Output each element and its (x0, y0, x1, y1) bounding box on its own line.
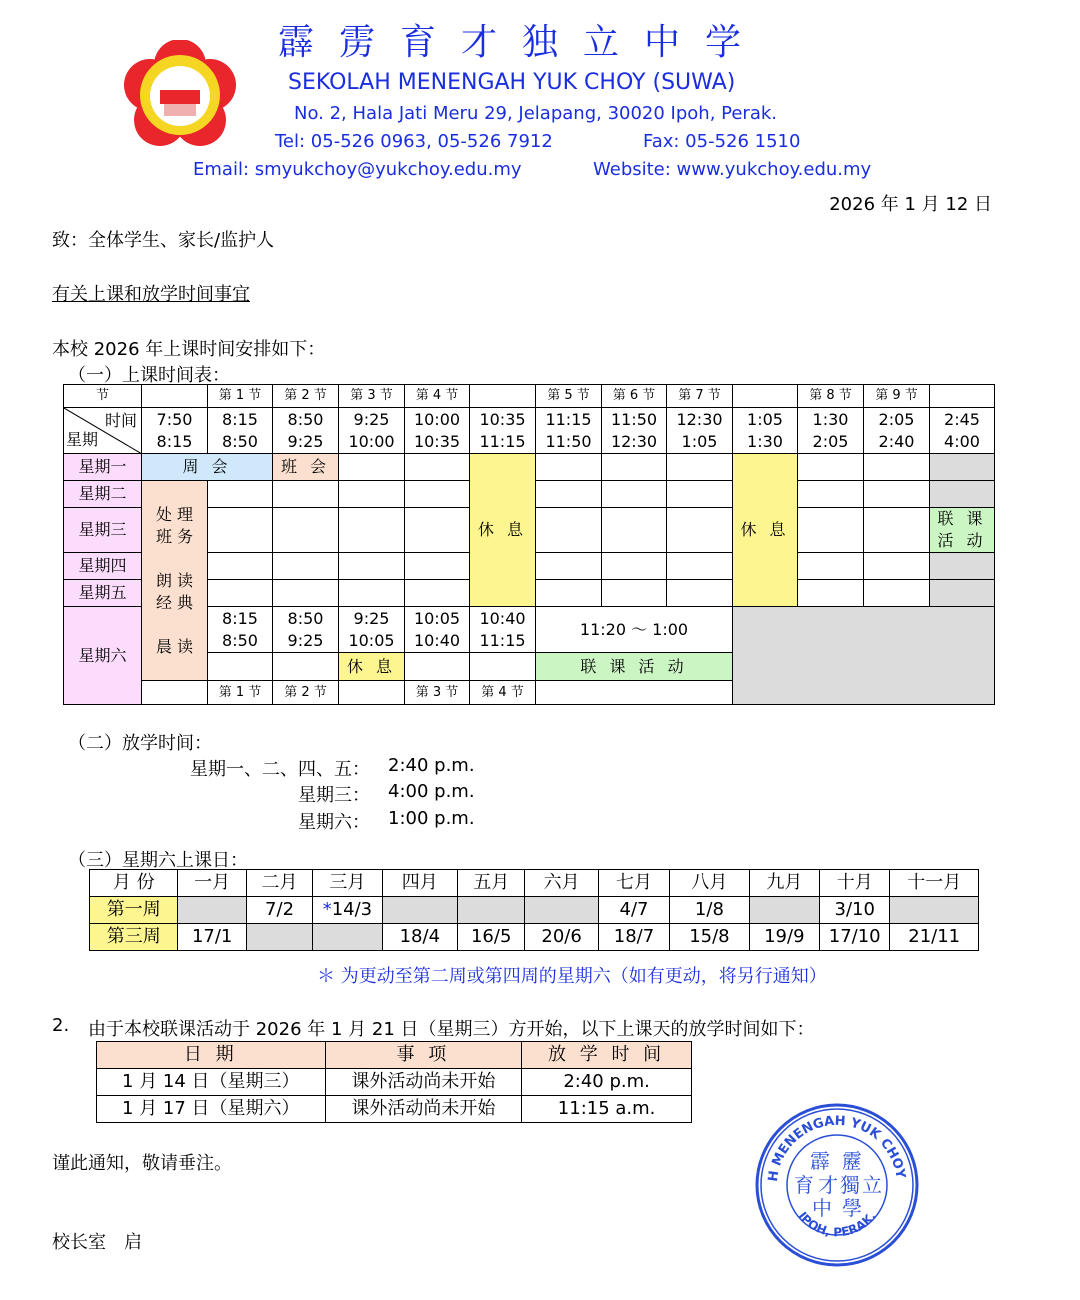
sat-cell: 18/4 (382, 924, 457, 951)
school-name-cn: 霹雳育才独立中学 (278, 22, 767, 63)
tt-xiuxi-2: 休 息 (733, 454, 798, 607)
tt-period (470, 385, 536, 408)
sat-month: 八月 (670, 870, 749, 897)
tt-header-time: 时间 (104, 411, 137, 430)
sat-month: 三月 (313, 870, 382, 897)
subject: 有关上课和放学时间事宜 (52, 284, 250, 305)
section1-title: （一）上课时间表： (68, 365, 230, 386)
stamp-char: 霹 (810, 1149, 830, 1173)
tt-sat-lianke: 联 课 活 动 (536, 653, 733, 681)
item2-text: 由于本校联课活动于 2026 年 1 月 21 日（星期三）方开始，以下上课天的放学时间如下： (88, 1019, 815, 1040)
timetable (63, 384, 995, 705)
tt-day-mon: 星期一 (64, 454, 142, 481)
sat-month: 七月 (598, 870, 669, 897)
sat-cell: 1/8 (670, 897, 749, 924)
sat-cell (382, 897, 457, 924)
tt-time: 10:35 11:15 (470, 408, 536, 454)
tt-sat-time: 8:15 8:50 (208, 607, 273, 653)
school-tel: Tel: 05-526 0963, 05-526 7912 (275, 131, 553, 152)
sat-month: 四月 (382, 870, 457, 897)
tt-time: 10:00 10:35 (405, 408, 470, 454)
tt-sat-period: 第 3 节 (405, 681, 470, 705)
section3-title: （三）星期六上课日： (68, 850, 248, 871)
tt-day-sat: 星期六 (64, 607, 142, 705)
sat-cell: 18/7 (598, 924, 669, 951)
school-logo (120, 40, 240, 152)
tt-banhui: 班 会 (273, 454, 339, 481)
stamp-char: 育 (794, 1173, 814, 1197)
sat-month: 十一月 (890, 870, 979, 897)
tt-time: 2:05 2:40 (864, 408, 930, 454)
sat-month: 一月 (178, 870, 246, 897)
tt-period: 第 7 节 (667, 385, 733, 408)
tt-header-day: 星期 (66, 430, 99, 449)
school-stamp (752, 1100, 922, 1270)
sat-cell: 15/8 (670, 924, 749, 951)
tt-day-fri: 星期五 (64, 580, 142, 607)
tt-period: 第 8 节 (798, 385, 864, 408)
sat-cell-starred-date: 14/3 (331, 899, 373, 920)
tt-morning-block: 处 理 班 务 朗 读 经 典 晨 读 (142, 481, 208, 681)
sat-cell: 17/1 (178, 924, 246, 951)
tt-sat-period: 第 4 节 (470, 681, 536, 705)
tt-sat-time: 10:40 11:15 (470, 607, 536, 653)
dismissal-days: 星期三： (298, 785, 370, 806)
dismissal-time: 1:00 p.m. (388, 808, 475, 829)
dismissal-days: 星期一、二、四、五： (190, 759, 370, 780)
tt-period: 第 3 节 (339, 385, 405, 408)
sat-cell (313, 924, 382, 951)
tt-time: 8:50 9:25 (273, 408, 339, 454)
sat-month: 二月 (246, 870, 312, 897)
tt-sat-time: 8:50 9:25 (273, 607, 339, 653)
t2-cell-date: 1 月 14 日（星期三） (97, 1069, 326, 1096)
t2-cell-item: 课外活动尚未开始 (325, 1096, 522, 1123)
t2-cell-time: 11:15 a.m. (522, 1096, 692, 1123)
tt-period: 第 9 节 (864, 385, 930, 408)
recipient: 致：全体学生、家长/监护人 (52, 230, 275, 251)
tt-day-thu: 星期四 (64, 553, 142, 580)
tt-sat-time: 9:25 10:05 (339, 607, 405, 653)
sat-month: 五月 (458, 870, 525, 897)
stamp-bottom-text: IPOH, PERAK. (795, 1209, 879, 1240)
tt-time: 2:45 4:00 (930, 408, 995, 454)
t2-cell-item: 课外活动尚未开始 (325, 1069, 522, 1096)
sat-cell: 20/6 (525, 924, 598, 951)
tt-zhouhui: 周 会 (142, 454, 273, 481)
tt-lianke: 联 课 活 动 (930, 508, 995, 553)
sat-cell: 19/9 (749, 924, 819, 951)
sat-cell: 7/2 (246, 897, 312, 924)
t2-header: 事 项 (325, 1042, 522, 1069)
tt-period: 第 6 节 (602, 385, 667, 408)
sat-cell (246, 924, 312, 951)
saturday-table (89, 869, 979, 951)
dismissal-days: 星期六： (298, 812, 370, 833)
tt-time: 1:30 2:05 (798, 408, 864, 454)
intro: 本校 2026 年上课时间安排如下： (52, 339, 326, 360)
tt-period: 第 2 节 (273, 385, 339, 408)
tt-period (930, 385, 995, 408)
tt-time: 1:05 1:30 (733, 408, 798, 454)
school-fax: Fax: 05-526 1510 (643, 131, 801, 152)
tt-time: 11:50 12:30 (602, 408, 667, 454)
tt-xiuxi-1: 休 息 (470, 454, 536, 607)
tt-day-tue: 星期二 (64, 481, 142, 508)
tt-time: 9:25 10:00 (339, 408, 405, 454)
svg-text:IPOH, PERAK. (795, 1209, 878, 1239)
sat-cell (178, 897, 246, 924)
dismissal-time: 2:40 p.m. (388, 755, 475, 776)
stamp-char: 靂 (842, 1149, 862, 1173)
stamp-ring-text: H MENENGAH YUK CHOY (765, 1113, 908, 1183)
stamp-char: 獨 (840, 1173, 860, 1197)
sat-header-label: 月 份 (90, 870, 178, 897)
closing: 谨此通知，敬请垂注。 (52, 1153, 232, 1174)
sat-week3-label: 第三周 (90, 924, 178, 951)
t2-cell-date: 1 月 17 日（星期六） (97, 1096, 326, 1123)
sat-cell: 16/5 (458, 924, 525, 951)
school-address: No. 2, Hala Jati Meru 29, Jelapang, 30020 Ipoh, Perak. (294, 103, 778, 124)
saturday-note: ＊ 为更动至第二周或第四周的星期六（如有更动，将另行通知） (317, 966, 827, 987)
stamp-char: 中 (812, 1196, 832, 1220)
sat-cell-starred: *14/3 (313, 897, 382, 924)
tt-period: 第 1 节 (208, 385, 273, 408)
sat-cell: 4/7 (598, 897, 669, 924)
sat-cell (749, 897, 819, 924)
stamp-char: 才 (818, 1173, 838, 1197)
letter-date: 2026 年 1 月 12 日 (829, 194, 992, 215)
sat-cell: 17/10 (820, 924, 890, 951)
school-name-en: SEKOLAH MENENGAH YUK CHOY (SUWA) (288, 70, 736, 95)
sat-cell: 3/10 (820, 897, 890, 924)
tt-sat-xiuxi: 休 息 (339, 653, 405, 681)
tt-period: 第 5 节 (536, 385, 602, 408)
tt-corner (64, 408, 142, 454)
tt-sat-period: 第 2 节 (273, 681, 339, 705)
sat-month: 六月 (525, 870, 598, 897)
school-email[interactable]: Email: smyukchoy@yukchoy.edu.my (193, 159, 522, 180)
sat-month: 九月 (749, 870, 819, 897)
item2-number: 2. (52, 1015, 70, 1036)
sat-month: 十月 (820, 870, 890, 897)
tt-period: 第 4 节 (405, 385, 470, 408)
tt-time: 7:50 8:15 (142, 408, 208, 454)
sat-cell (890, 897, 979, 924)
t2-header: 日 期 (97, 1042, 326, 1069)
tt-sat-range: 11:20 ～ 1:00 (536, 607, 733, 653)
sat-cell (525, 897, 598, 924)
dismissal-change-table (96, 1041, 692, 1123)
sat-week1-label: 第一周 (90, 897, 178, 924)
dismissal-time: 4:00 p.m. (388, 781, 475, 802)
t2-cell-time: 2:40 p.m. (522, 1069, 692, 1096)
school-website[interactable]: Website: www.yukchoy.edu.my (593, 159, 872, 180)
t2-header: 放 学 时 间 (522, 1042, 692, 1069)
tt-period (733, 385, 798, 408)
sat-cell (458, 897, 525, 924)
tt-time: 12:30 1:05 (667, 408, 733, 454)
tt-time: 11:15 11:50 (536, 408, 602, 454)
sat-cell: 21/11 (890, 924, 979, 951)
tt-day-wed: 星期三 (64, 508, 142, 553)
tt-header-jie: 节 (64, 385, 142, 408)
signoff: 校长室 启 (52, 1232, 142, 1253)
tt-sat-time: 10:05 10:40 (405, 607, 470, 653)
stamp-char: 學 (842, 1196, 862, 1220)
stamp-char: 立 (862, 1173, 882, 1197)
section2-title: （二）放学时间： (68, 733, 212, 754)
tt-time: 8:15 8:50 (208, 408, 273, 454)
tt-sat-period: 第 1 节 (208, 681, 273, 705)
